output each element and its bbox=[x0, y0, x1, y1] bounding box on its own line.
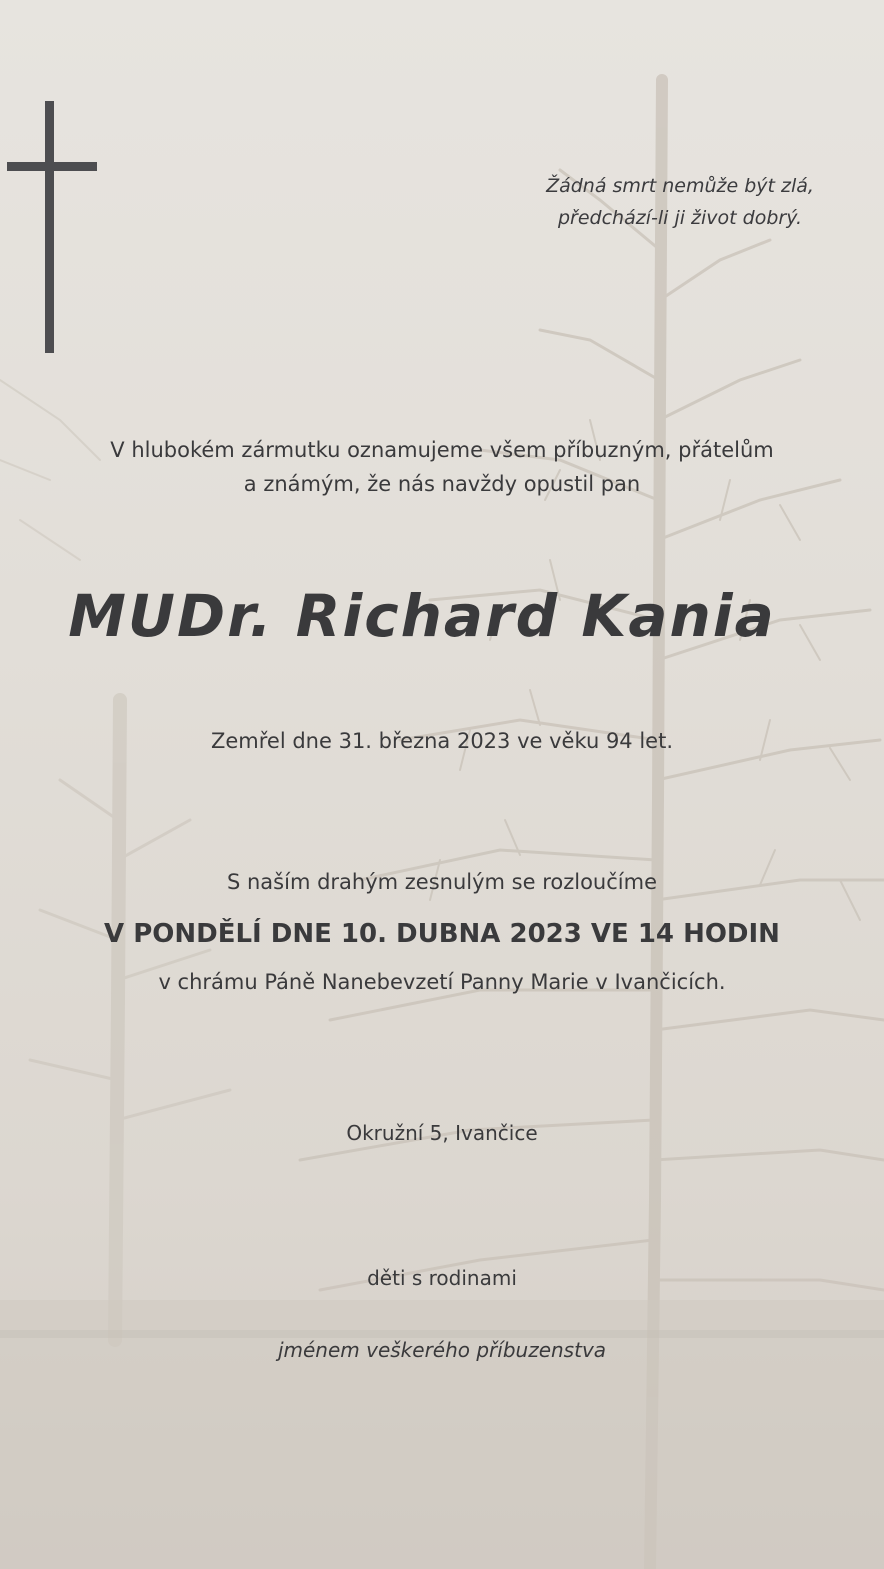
farewell-intro: S naším drahým zesnulým se rozloučíme bbox=[226, 870, 658, 894]
cross-horizontal-bar bbox=[7, 162, 97, 171]
cross-vertical-bar bbox=[45, 101, 54, 353]
funeral-datetime: V PONDĚLÍ DNE 10. DUBNA 2023 VE 14 HODIN bbox=[104, 919, 780, 949]
signature-relatives: jménem veškerého příbuzenstva bbox=[277, 1338, 607, 1362]
announcement-line-1: V hlubokém zármutku oznamujeme všem příbuzným, přátelům bbox=[110, 438, 774, 462]
announcement-text bbox=[0, 433, 884, 501]
death-info: Zemřel dne 31. března 2023 ve věku 94 let. bbox=[210, 729, 674, 753]
funeral-place: v chrámu Páně Nanebevzetí Panny Marie v Ivančicích. bbox=[158, 970, 726, 994]
announcement-line-2: a známým, že nás navždy opustil pan bbox=[243, 472, 641, 496]
deceased-name: MUDr. Richard Kania bbox=[68, 582, 776, 650]
address: Okružní 5, Ivančice bbox=[346, 1121, 538, 1145]
quote-line-2: předchází-li ji život dobrý. bbox=[557, 207, 803, 229]
epigraph-quote bbox=[520, 170, 840, 234]
signature-family: děti s rodinami bbox=[367, 1266, 517, 1290]
quote-line-1: Žádná smrt nemůže být zlá, bbox=[546, 175, 814, 197]
cross-icon bbox=[0, 0, 120, 380]
